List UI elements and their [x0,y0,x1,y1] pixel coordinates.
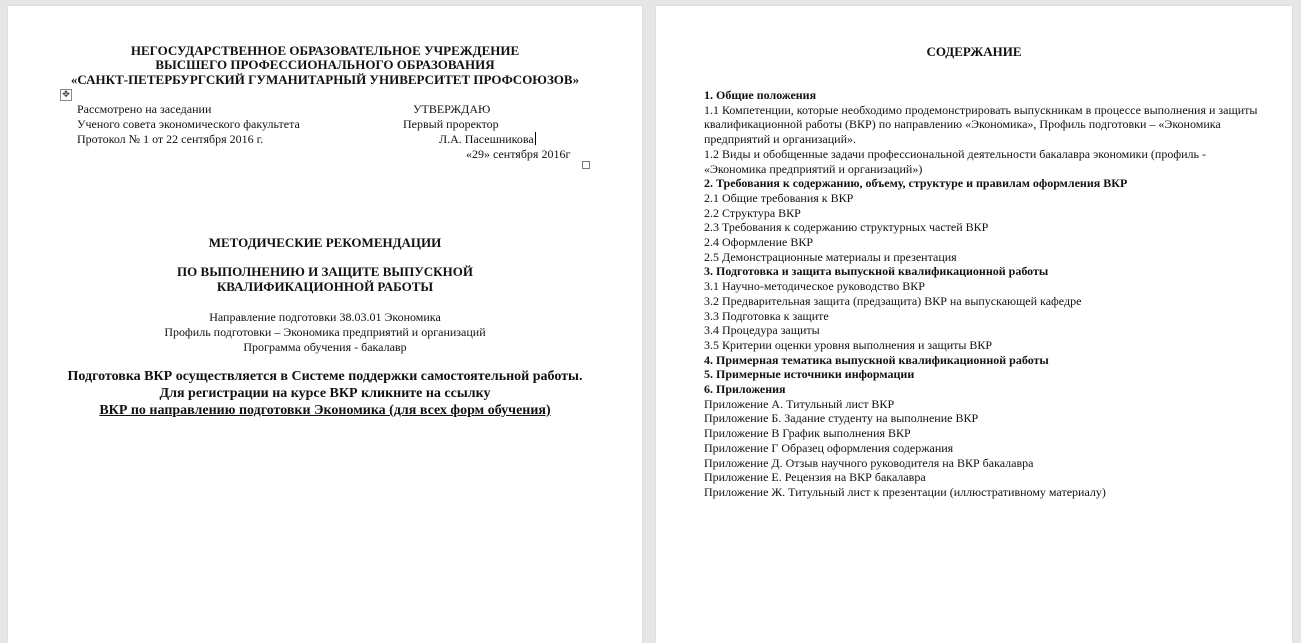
toc-entry: 5. Примерные источники информации [704,367,915,382]
table-resize-handle[interactable] [582,161,590,169]
document-subtitle-line-1: ПО ВЫПОЛНЕНИЮ И ЗАЩИТЕ ВЫПУСКНОЙ [177,264,473,279]
notice-line-1: Подготовка ВКР осуществляется в Системе поддержки самостоятельной работы. [67,369,583,384]
toc-entry: Приложение Д. Отзыв научного руководителя на ВКР бакалавра [704,455,1034,470]
document-subtitle-line-2: КВАЛИФИКАЦИОННОЙ РАБОТЫ [216,279,434,294]
header-line-2: ВЫСШЕГО ПРОФЕССИОНАЛЬНОГО ОБРАЗОВАНИЯ [155,57,495,72]
table-move-handle-icon[interactable]: ✥ [60,89,72,101]
header-line-1: НЕГОСУДАРСТВЕННОЕ ОБРАЗОВАТЕЛЬНОЕ УЧРЕЖДЕНИЕ [130,43,520,58]
toc-entry: 3.3 Подготовка к защите [704,308,829,323]
toc-entry: 3.4 Процедура защиты [704,323,820,338]
toc-entry: 3.1 Научно-методическое руководство ВКР [704,279,925,294]
toc-entry: 2.4 Оформление ВКР [704,235,814,250]
toc-title: СОДЕРЖАНИЕ [926,44,1022,59]
document-page-2 [656,6,1292,643]
document-page-1 [8,6,642,643]
approval-right-line-3: Л.А. Пасешникова [439,132,534,146]
toc-entry: 2.1 Общие требования к ВКР [704,190,854,205]
toc-entry: 1. Общие положения [704,88,817,102]
header-line-3: «САНКТ-ПЕТЕРБУРГСКИЙ ГУМАНИТАРНЫЙ УНИВЕРСИТЕТ ПРОФСОЮЗОВ» [70,72,580,87]
program-line-1: Направление подготовки 38.03.01 Экономика [209,310,441,324]
approval-right-signer[interactable] [439,132,536,147]
approval-left-line-3: Протокол № 1 от 22 сентября 2016 г. [77,132,264,146]
toc-entry: 2.2 Структура ВКР [704,205,801,220]
toc-entry: Приложение А. Титульный лист ВКР [704,396,895,411]
toc-entry: Приложение Е. Рецензия на ВКР бакалавра [704,470,926,485]
program-line-2: Профиль подготовки – Экономика предприятий и организаций [164,325,486,339]
toc-entry: Приложение Б. Задание студенту на выполнение ВКР [704,411,979,426]
toc-entry: Приложение В График выполнения ВКР [704,426,911,441]
program-line-3: Программа обучения - бакалавр [243,340,407,354]
toc-entry: 3.2 Предварительная защита (предзащита) ВКР на выпускающей кафедре [704,293,1082,308]
approval-right-line-2: Первый проректор [403,117,499,131]
toc-entry: 2.3 Требования к содержанию структурных частей ВКР [704,220,989,235]
toc-entry: Приложение Ж. Титульный лист к презентации (иллюстративному материалу) [704,484,1106,499]
toc-entry: 3. Подготовка и защита выпускной квалификационной работы [704,264,1049,279]
course-link[interactable]: ВКР по направлению подготовки Экономика (для всех форм обучения) [99,403,551,418]
toc-entry: 1.1 Компетенции, которые необходимо продемонстрировать выпускникам в процессе выполнения и защиты квалификационной работы (ВКР) по направлению «Экономика», Профиль подготовки – «Экономика предприятий и организаций». [704,102,1258,147]
approval-right-line-4: «29» сентября 2016г [466,147,571,161]
approval-left-line-2: Ученого совета экономического факультета [77,117,300,131]
toc-entry: 1.2 Виды и обобщенные задачи профессиональной деятельности бакалавра экономики (профиль - «Экономика предприятий и организаций») [704,146,1206,176]
toc-entry: 3.5 Критерии оценки уровня выполнения и защиты ВКР [704,337,993,352]
toc-entry: 2.5 Демонстрационные материалы и презентация [704,249,957,264]
toc-entry: 2. Требования к содержанию, объему, структуре и правилам оформления ВКР [704,176,1128,191]
toc-entry: Приложение Г Образец оформления содержания [704,440,954,455]
approval-right-line-1: УТВЕРЖДАЮ [413,102,491,116]
notice-line-2: Для регистрации на курсе ВКР кликните на ссылку [159,386,491,401]
approval-left-line-1: Рассмотрено на заседании [77,102,212,116]
toc-entry: 6. Приложения [704,382,786,397]
text-cursor [535,132,536,145]
document-title: МЕТОДИЧЕСКИЕ РЕКОМЕНДАЦИИ [208,235,442,250]
table-of-contents [704,88,1264,500]
toc-entry: 4. Примерная тематика выпускной квалификационной работы [704,352,1049,367]
